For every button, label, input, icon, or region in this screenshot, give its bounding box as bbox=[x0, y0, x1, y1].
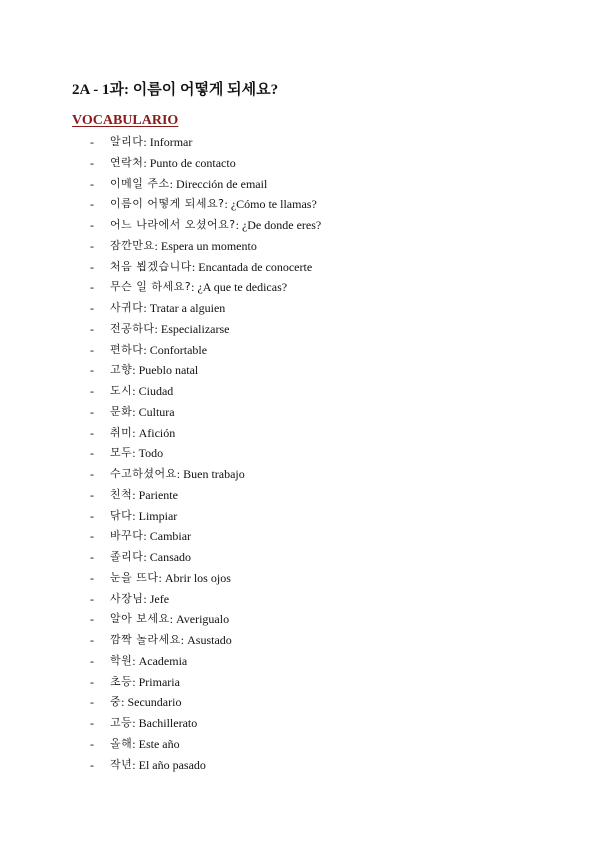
vocab-term: 무슨 일 하세요? bbox=[110, 280, 192, 294]
term-separator: : bbox=[176, 467, 181, 481]
list-bullet: - bbox=[90, 653, 94, 668]
vocab-meaning: Cultura bbox=[138, 404, 175, 419]
vocab-item bbox=[90, 298, 321, 319]
vocab-item bbox=[90, 672, 321, 693]
list-bullet: - bbox=[90, 736, 94, 751]
vocab-item bbox=[90, 236, 321, 257]
term-separator: : bbox=[169, 176, 173, 191]
list-bullet: - bbox=[90, 342, 94, 357]
term-separator: : bbox=[132, 716, 136, 730]
vocab-list bbox=[90, 132, 321, 775]
vocab-term: 도시 bbox=[110, 384, 133, 397]
list-bullet: - bbox=[90, 197, 94, 212]
vocab-item bbox=[90, 651, 321, 672]
term-separator: : bbox=[132, 446, 136, 461]
vocab-meaning: Este año bbox=[138, 736, 180, 751]
vocab-meaning: Espera un momento bbox=[160, 238, 257, 253]
list-bullet: - bbox=[90, 467, 94, 481]
term-separator: : bbox=[158, 570, 162, 585]
list-bullet: - bbox=[90, 135, 94, 149]
list-bullet: - bbox=[90, 529, 94, 544]
vocab-item bbox=[90, 692, 321, 713]
term-separator: : bbox=[169, 612, 173, 627]
vocab-meaning: Dirección de email bbox=[175, 176, 268, 191]
vocab-meaning: Punto de contacto bbox=[149, 155, 236, 170]
vocab-item bbox=[90, 319, 321, 340]
term-separator: : bbox=[132, 487, 136, 502]
list-bullet: - bbox=[90, 155, 94, 170]
term-separator: : bbox=[143, 591, 147, 606]
list-bullet: - bbox=[90, 425, 94, 440]
vocab-meaning: ¿De donde eres? bbox=[241, 218, 322, 232]
vocab-term: 작년 bbox=[110, 757, 133, 771]
vocab-item bbox=[90, 630, 321, 651]
list-bullet: - bbox=[90, 384, 94, 398]
vocab-item bbox=[90, 755, 321, 776]
list-bullet: - bbox=[90, 363, 94, 378]
term-separator: : bbox=[132, 736, 136, 751]
vocab-item bbox=[90, 547, 321, 568]
document-title: 2A - 1과: 이름이 어떻게 되세요? bbox=[72, 82, 279, 98]
term-separator: : bbox=[132, 508, 136, 523]
vocab-term: 닦다 bbox=[110, 508, 133, 522]
list-bullet: - bbox=[90, 487, 94, 502]
term-separator: : bbox=[143, 155, 147, 170]
vocab-term: 올해 bbox=[110, 736, 133, 750]
vocab-term: 수고하셨어요 bbox=[110, 467, 177, 480]
vocab-meaning: Confortable bbox=[149, 342, 208, 357]
vocab-term: 이름이 어떻게 되세요? bbox=[110, 197, 225, 211]
vocab-item bbox=[90, 443, 321, 464]
vocab-meaning: Averigualo bbox=[175, 612, 230, 627]
vocab-item bbox=[90, 402, 321, 423]
term-separator: : bbox=[132, 425, 136, 440]
vocab-term: 고향 bbox=[110, 363, 133, 377]
vocab-meaning: Secundario bbox=[127, 695, 182, 710]
vocab-item bbox=[90, 340, 321, 361]
vocab-term: 중 bbox=[110, 695, 122, 709]
vocab-meaning: El año pasado bbox=[138, 757, 206, 772]
vocab-item bbox=[90, 194, 321, 215]
vocab-meaning: Limpiar bbox=[138, 508, 178, 523]
vocab-item bbox=[90, 132, 321, 153]
vocab-meaning: Especializarse bbox=[160, 321, 230, 336]
term-separator: : bbox=[154, 321, 158, 336]
vocab-item bbox=[90, 485, 321, 506]
vocab-term: 사귀다 bbox=[110, 301, 144, 314]
term-separator: : bbox=[191, 259, 196, 274]
vocab-item bbox=[90, 526, 321, 547]
vocab-meaning: Ciudad bbox=[138, 384, 174, 398]
vocab-item bbox=[90, 506, 321, 527]
vocab-term: 사장님 bbox=[110, 591, 144, 605]
vocab-meaning: Abrir los ojos bbox=[164, 570, 231, 585]
vocab-meaning: Encantada de conocerte bbox=[198, 259, 313, 274]
list-bullet: - bbox=[90, 238, 94, 253]
vocab-term: 편하다 bbox=[110, 342, 144, 356]
term-separator: : bbox=[143, 301, 147, 315]
term-separator: : bbox=[143, 529, 147, 544]
vocab-meaning: Pueblo natal bbox=[138, 363, 199, 378]
term-separator: : bbox=[143, 135, 147, 149]
vocab-item bbox=[90, 568, 321, 589]
vocab-item bbox=[90, 174, 321, 195]
list-bullet: - bbox=[90, 218, 94, 232]
vocab-meaning: Cambiar bbox=[149, 529, 192, 544]
term-separator: : bbox=[121, 695, 125, 710]
vocab-term: 처음 뵙겠습니다 bbox=[110, 259, 192, 273]
vocab-item bbox=[90, 257, 321, 278]
vocab-meaning: Academia bbox=[138, 653, 188, 668]
vocab-term: 모두 bbox=[110, 446, 133, 460]
vocab-meaning: Asustado bbox=[187, 633, 232, 647]
vocab-item bbox=[90, 381, 321, 402]
vocab-term: 고등 bbox=[110, 716, 133, 729]
term-separator: : bbox=[132, 674, 136, 689]
list-bullet: - bbox=[90, 301, 94, 315]
vocab-item bbox=[90, 713, 321, 734]
list-bullet: - bbox=[90, 259, 94, 274]
vocab-term: 졸리다 bbox=[110, 550, 144, 563]
term-separator: : bbox=[180, 633, 185, 647]
list-bullet: - bbox=[90, 321, 94, 336]
vocab-term: 잠깐만요 bbox=[110, 238, 155, 252]
term-separator: : bbox=[132, 757, 136, 772]
vocab-item bbox=[90, 423, 321, 444]
vocab-term: 전공하다 bbox=[110, 321, 155, 335]
vocab-meaning: ¿Cómo te llamas? bbox=[230, 197, 317, 212]
list-bullet: - bbox=[90, 716, 94, 730]
vocab-meaning: Jefe bbox=[149, 591, 170, 606]
vocab-term: 어느 나라에서 오셨어요? bbox=[110, 218, 236, 231]
list-bullet: - bbox=[90, 404, 94, 419]
vocab-meaning: Tratar a alguien bbox=[149, 301, 226, 315]
vocab-term: 알리다 bbox=[110, 135, 144, 148]
list-bullet: - bbox=[90, 591, 94, 606]
list-bullet: - bbox=[90, 757, 94, 772]
vocab-item bbox=[90, 464, 321, 485]
vocab-meaning: Afición bbox=[138, 425, 176, 440]
list-bullet: - bbox=[90, 176, 94, 191]
vocab-term: 연락처 bbox=[110, 155, 144, 169]
list-bullet: - bbox=[90, 612, 94, 627]
vocab-term: 친척 bbox=[110, 487, 133, 501]
vocab-term: 바꾸다 bbox=[110, 529, 144, 543]
vocab-meaning: Todo bbox=[138, 446, 164, 461]
vocab-term: 눈을 뜨다 bbox=[110, 570, 159, 584]
vocab-term: 학원 bbox=[110, 653, 133, 667]
vocab-item bbox=[90, 153, 321, 174]
vocab-meaning: Informar bbox=[149, 135, 193, 149]
vocab-term: 이메일 주소 bbox=[110, 176, 170, 190]
vocab-term: 알아 보세요 bbox=[110, 612, 170, 626]
vocab-term: 초등 bbox=[110, 674, 133, 688]
list-bullet: - bbox=[90, 280, 94, 295]
vocab-item bbox=[90, 734, 321, 755]
vocab-meaning: Cansado bbox=[149, 550, 192, 564]
vocab-term: 문화 bbox=[110, 404, 133, 418]
vocab-meaning: Buen trabajo bbox=[183, 467, 245, 481]
list-bullet: - bbox=[90, 550, 94, 564]
vocab-item bbox=[90, 277, 321, 298]
term-separator: : bbox=[132, 404, 136, 419]
term-separator: : bbox=[132, 363, 136, 378]
term-separator: : bbox=[132, 653, 136, 668]
list-bullet: - bbox=[90, 446, 94, 461]
list-bullet: - bbox=[90, 570, 94, 585]
list-bullet: - bbox=[90, 633, 94, 647]
list-bullet: - bbox=[90, 695, 94, 710]
vocab-meaning: Pariente bbox=[138, 487, 178, 502]
vocab-meaning: ¿A que te dedicas? bbox=[197, 280, 288, 295]
term-separator: : bbox=[224, 197, 228, 212]
term-separator: : bbox=[132, 384, 136, 398]
list-bullet: - bbox=[90, 674, 94, 689]
vocab-meaning: Primaria bbox=[138, 674, 180, 689]
vocab-item bbox=[90, 589, 321, 610]
vocab-meaning: Bachillerato bbox=[138, 716, 198, 730]
vocab-item bbox=[90, 215, 321, 236]
vocab-term: 깜짝 놀라세요 bbox=[110, 633, 181, 646]
term-separator: : bbox=[143, 550, 147, 564]
section-heading-vocabulario: VOCABULARIO bbox=[72, 113, 179, 128]
term-separator: : bbox=[191, 280, 195, 295]
term-separator: : bbox=[235, 218, 239, 232]
vocab-item bbox=[90, 609, 321, 630]
vocab-item bbox=[90, 360, 321, 381]
term-separator: : bbox=[143, 342, 147, 357]
list-bullet: - bbox=[90, 508, 94, 523]
term-separator: : bbox=[154, 238, 158, 253]
vocab-term: 취미 bbox=[110, 425, 133, 439]
